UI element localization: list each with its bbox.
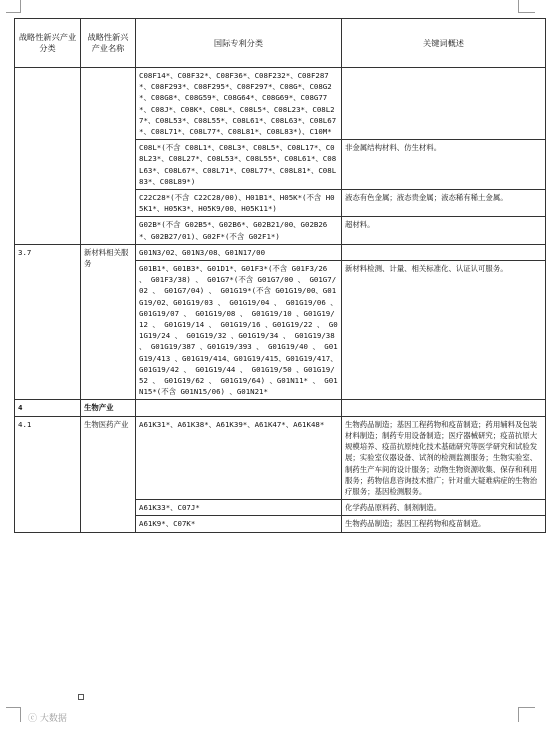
cell-keywords <box>342 400 546 416</box>
section-row <box>15 400 546 416</box>
cell-ipc: G01N3/02、G01N3/08、G01N17/00 <box>136 244 342 260</box>
cell-keywords: 液态有色金属；液态贵金属；液态稀有稀土金属。 <box>342 190 546 217</box>
cell-keywords: 非金属结构材料、仿生材料。 <box>342 140 546 190</box>
cell-code: 3.7 <box>15 244 81 400</box>
cell-name: 生物医药产业 <box>81 416 136 532</box>
watermark: ⓒ 大数据 <box>28 714 67 724</box>
cell-code: 4.1 <box>15 416 81 532</box>
cell-keywords: 化学药品原料药、制剂制造。 <box>342 500 546 516</box>
cell-keywords <box>342 244 546 260</box>
cell-ipc <box>136 400 342 416</box>
cell-ipc: A61K33*、C07J* <box>136 500 342 516</box>
cell-ipc: G01B1*、G01B3*、G01D1*、G01F3*(不含 G01F3/26 、 G01F3/38) 、 G01G7*(不含 G01G7/00 、 G01G7/02 、 G01G7/04) 、 G01G19*(不含 G01G19/00、G01G19/02、G01G19/03 、 G01G19/04 、 G01G19/06 、G01G19/07 、 G01G19/08 、 G01G19/10 、G01G19/12 、 G01G19/14 、 G01G19/16 、G01G19/22 、 G01G19/24 、 G01G19/32 、G01G19/34 、 G01G19/38 、 G01G19/387 、G01G19/393 、 G01G19/40 、 G01G19/413 、G01G19/414、G01G19/415、G01G19/417、G01G19/42 、 G01G19/44 、 G01G19/50 、G01G19/52 、 G01G19/62 、 G01G19/64) 、G01N11* 、 G01N15*(不含 G01N15/06) 、G01N21* <box>136 261 342 400</box>
cell-name: 新材料相关服务 <box>81 244 136 400</box>
page-corner-mark <box>6 707 21 722</box>
cell-name <box>81 68 136 245</box>
cell-keywords: 生物药品制造；基因工程药物和疫苗制造。 <box>342 516 546 532</box>
header-name: 战略性新兴产业名称 <box>81 19 136 68</box>
cell-ipc: C08F14*、C08F32*、C08F36*、C08F232*、C08F287*、C08F293*、C08F295*、C08F297*、C08G*、C08G2*、C08G8*、C08G59*、C08G64*、C08G69*、C08G77*、C08J*、C08K*、C08L*、C08L5*、C08L23*、C08L27*、C08L53*、C08L55*、C08L61*、C08L63*、C08L67*、C08L71*、C08L77*、C08L81*、C08L83*)、C10M* <box>136 68 342 140</box>
cell-code: 4 <box>15 400 81 416</box>
table-resize-handle[interactable] <box>78 694 84 700</box>
table-row <box>15 244 546 260</box>
table-row <box>15 68 546 140</box>
patent-classification-table <box>14 18 546 533</box>
page-corner-mark <box>518 707 535 722</box>
cell-keywords <box>342 68 546 140</box>
header-ipc: 国际专利分类 <box>136 19 342 68</box>
cell-code <box>15 68 81 245</box>
table-row <box>15 416 546 499</box>
cell-ipc: A61K9*、C07K* <box>136 516 342 532</box>
page-corner-mark <box>518 0 535 13</box>
header-keywords: 关键词概述 <box>342 19 546 68</box>
cell-keywords: 生物药品制造；基因工程药物和疫苗制造；药用辅料及包装材料制造；制药专用设备制造；医疗器械研究；疫苗抗原大规模培养、疫苗抗原纯化技术基础研究等医学研究和试验发展；实验室仪器设备、试剂的检测监测服务；生物实验室、制药生产车间的设计服务；动物生物资源收集、保存和利用服务；药物信息咨询技术推广；针对重大疑难病症的生物治疗服务；基因检测服务。 <box>342 416 546 499</box>
cell-keywords: 新材料检测、计量、相关标准化、认证认可服务。 <box>342 261 546 400</box>
cell-ipc: A61K31*、A61K38*、A61K39*、A61K47*、A61K48* <box>136 416 342 499</box>
cell-name: 生物产业 <box>81 400 136 416</box>
cell-ipc: C22C28*(不含 C22C28/00)、H01B1*、H05K*(不含 H05K1*、H05K3*、H05K9/00、H05K11*) <box>136 190 342 217</box>
header-category: 战略性新兴产业分类 <box>15 19 81 68</box>
cell-ipc: G02B*(不含 G02B5*、G02B6*、G02B21/00、G02B26*、G02B27/01)、G02F*(不含 G02F1*) <box>136 217 342 244</box>
page-corner-mark <box>6 0 21 13</box>
cell-keywords: 超材料。 <box>342 217 546 244</box>
cell-ipc: C08L*(不含 C08L1*、C08L3*、C08L5*、C08L17*、C08L23*、C08L27*、C08L53*、C08L55*、C08L61*、C08L63*、C08L67*、C08L71*、C08L77*、C08L81*、C08L83*、C08L89*) <box>136 140 342 190</box>
table-header-row <box>15 19 546 68</box>
